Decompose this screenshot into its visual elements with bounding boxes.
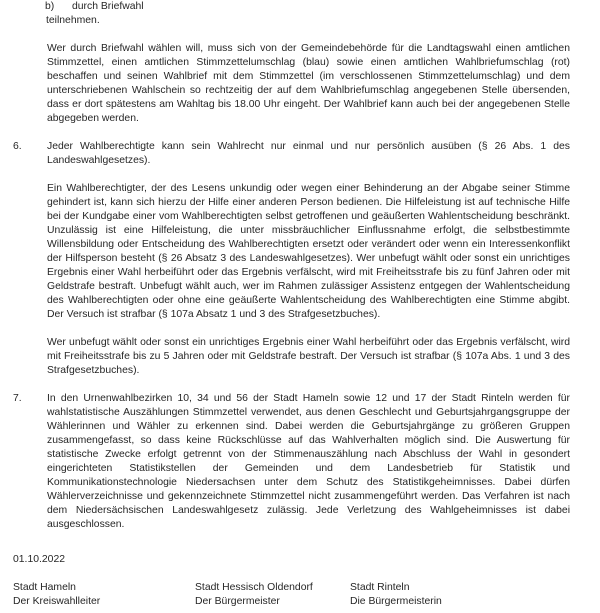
signature-city-1: Stadt Hameln (13, 582, 76, 593)
item-7-paragraph-1: In den Urnenwahlbezirken 10, 34 und 56 der Stadt Hameln sowie 12 und 17 der Stadt Rinteln werden für wahlstatistische Auszählungen Stimmzettel verwendet, aus denen Geschlecht und Geburtsjahrgangsgruppe der Wählerinnen und Wähler zu erkennen sind. Dabei werden die Geburtsjahrgänge zu größeren Gruppen zusammengefasst, so dass keine Rückschlüsse auf das Wahlverhalten möglich sind. Die Auswertung für statistische Zwecke erfolgt getrennt von der Stimmenauszählung nach Abschluss der Wahl in gesondert eingerichteten Statistikstellen der Gemeinden und dem Landesbetrieb für Statistik und Kommunikationstechnologie Niedersachsen unter dem Schutz des Statistikgeheimnisses. Dabei dürfen Wählerverzeichnisse und gekennzeichnete Stimmzettel nicht zusammengeführt werden. Das Verfahren ist nach dem Niedersächsischen Landeswahlgesetz zulässig. Jede Verletzung des Wahlgeheimnisses ist dabei ausgeschlossen. (47, 393, 570, 530)
signature-title-row (13, 595, 600, 609)
paragraph-spacer (0, 168, 600, 182)
signature-city-row (13, 581, 600, 595)
item-6-paragraph-2: Ein Wahlberechtigter, der des Lesens unkundig oder wegen einer Behinderung an der Abgabe seiner Stimme gehindert ist, kann sich hierzu der Hilfe einer anderen Person bedienen. Die Hilfeleistung ist auf technische Hilfe bei der Kundgabe einer vom Wahlberechtigten selbst getroffenen und geäußerten Wahlentscheidung beschränkt. Unzulässig ist eine Hilfeleistung, die unter missbräuchlicher Einflussnahme erfolgt, die selbstbestimmte Willensbildung oder Entscheidung des Wahlberechtigten ersetzt oder verändert oder wenn ein Interessenkonflikt der Hilfsperson besteht (§ 26 Absatz 3 des Landeswahlgesetzes). Wer unbefugt wählt oder sonst ein unrichtiges Ergebnis einer Wahl herbeiführt oder das Ergebnis verfälscht, wird mit Freiheitsstrafe bis zu fünf Jahren oder mit Geldstrafe bestraft. Unbefugt wählt auch, wer im Rahmen zulässiger Assistenz entgegen der Wahlentscheidung des Wahlberechtigten oder ohne eine geäußerte Wahlentscheidung des Wahlberechtigten eine Stimme abgibt. Der Versuch ist strafbar (§ 107a Absatz 1 und 3 des Strafgesetzbuches). (47, 183, 570, 320)
signature-city-2: Stadt Hessisch Oldendorf (195, 582, 313, 593)
item-6-paragraph-3: Wer unbefugt wählt oder sonst ein unrichtiges Ergebnis einer Wahl herbeiführt oder das Ergebnis verfälscht, wird mit Freiheitsstrafe bis zu 5 Jahren oder mit Geldstrafe bestraft. Der Versuch ist strafbar (§ 107a Abs. 1 und 3 des Strafgesetzbuches). (47, 337, 570, 376)
signature-title-1: Der Kreiswahlleiter (13, 596, 101, 607)
paragraph-spacer (0, 378, 600, 392)
item-6-paragraph-2-block (0, 182, 600, 322)
briefwahl-paragraph: Wer durch Briefwahl wählen will, muss sich von der Gemeindebehörde für die Landtagswahl einen amtlichen Stimmzettel, einen amtlichen Stimmzettelumschlag (blau) sowie einen amtlichen Wahlbriefumschlag (rot) beschaffen und seinen Wahlbrief mit dem Stimmzettel (im verschlossenen Stimmzettelumschlag) und dem unterschriebenen Wahlschein so rechtzeitig der auf dem Wahlbriefumschlag angegebenen Stelle übersenden, dass er dort spätestens am Wahltag bis 18.00 Uhr eingeht. Der Wahlbrief kann auch bei der angegebenen Stelle abgegeben werden. (47, 43, 570, 124)
signature-block (0, 581, 600, 609)
paragraph-spacer (0, 322, 600, 336)
paragraph-spacer (0, 126, 600, 140)
sub-list-item-b (0, 0, 600, 14)
footer-spacer (0, 532, 600, 546)
item-6-paragraph-1: Jeder Wahlberechtigte kann sein Wahlrecht nur einmal und nur persönlich ausüben (§ 26 Abs. 1 des Landeswahlgesetzes). (47, 141, 570, 166)
paragraph-spacer (0, 28, 600, 42)
signature-city-3: Stadt Rinteln (350, 582, 410, 593)
footer-spacer-half (0, 546, 600, 553)
sub-list-marker: b) (45, 1, 55, 12)
numbered-item-marker-6: 6. (13, 141, 22, 152)
numbered-item-6 (0, 140, 600, 168)
continuation-text: teilnehmen. (46, 15, 100, 26)
item-6-paragraph-3-block (0, 336, 600, 378)
signature-title-2: Der Bürgermeister (195, 596, 280, 607)
numbered-item-marker-7: 7. (13, 393, 22, 404)
briefwahl-paragraph-block (0, 42, 600, 126)
signature-spacer (0, 567, 600, 581)
signature-date: 01.10.2022 (13, 554, 66, 565)
sentence-continuation (0, 14, 600, 28)
signature-title-3: Die Bürgermeisterin (350, 596, 442, 607)
numbered-item-7 (0, 392, 600, 532)
sub-list-text: durch Briefwahl (72, 1, 144, 12)
